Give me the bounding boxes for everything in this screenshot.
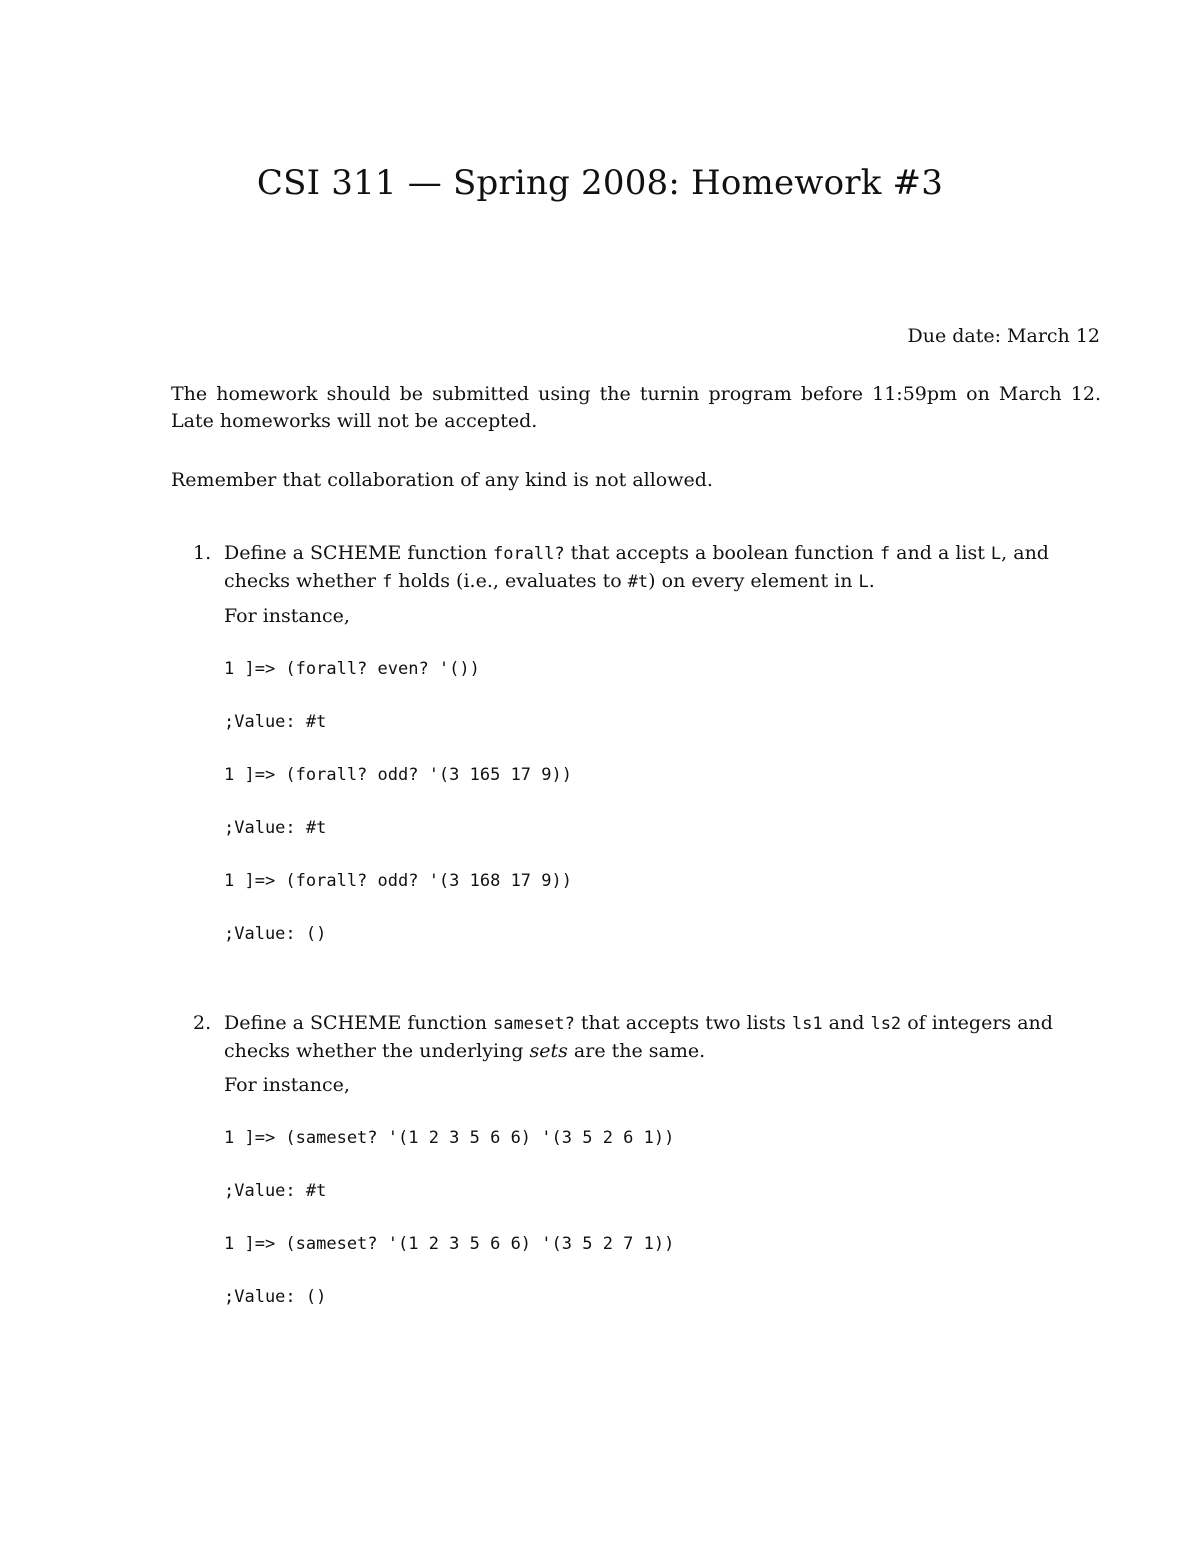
- code-line: 1 ]=> (forall? even? '()): [224, 659, 480, 679]
- due-date: Due date: March 12: [907, 325, 1100, 347]
- question-body: [224, 1010, 1101, 1311]
- code-line: 1 ]=> (sameset? '(1 2 3 5 6 6) '(3 5 2 7 1)): [224, 1234, 675, 1254]
- question-number: 1.: [193, 542, 212, 564]
- code-line: ;Value: #t: [224, 818, 327, 838]
- code-line: ;Value: (): [224, 1287, 327, 1307]
- submission-paragraph: The homework should be submitted using the turnin program before 11:59pm on March 12. Late homeworks will not be accepted.: [171, 383, 1101, 432]
- instance-label: For instance,: [224, 1074, 350, 1096]
- turnin-program-name: turnin: [639, 383, 700, 405]
- page-title: CSI 311 — Spring 2008: Homework #3: [256, 163, 944, 203]
- function-name: sameset?: [492, 1014, 575, 1034]
- code-line: ;Value: (): [224, 924, 327, 944]
- function-name: forall?: [492, 544, 565, 564]
- question-number: 2.: [193, 1012, 212, 1034]
- question-body: [224, 540, 1101, 948]
- code-line: 1 ]=> (forall? odd? '(3 168 17 9)): [224, 871, 572, 891]
- instance-label: For instance,: [224, 605, 350, 627]
- question-2: [171, 1010, 1101, 1311]
- code-line: ;Value: #t: [224, 1181, 327, 1201]
- code-line: ;Value: #t: [224, 712, 327, 732]
- collaboration-notice: Remember that collaboration of any kind is not allowed.: [171, 469, 713, 491]
- question-text: Define a SCHEME function forall? that accepts a boolean function f and a list L, and checks whether f holds (i.e., evaluates to #t) on every element in L.: [224, 542, 1049, 592]
- question-text: Define a SCHEME function sameset? that accepts two lists ls1 and ls2 of integers and checks whether the underlying sets are the same.: [224, 1012, 1053, 1062]
- code-line: 1 ]=> (sameset? '(1 2 3 5 6 6) '(3 5 2 6 1)): [224, 1128, 675, 1148]
- code-line: 1 ]=> (forall? odd? '(3 165 17 9)): [224, 765, 572, 785]
- question-1: [171, 540, 1101, 948]
